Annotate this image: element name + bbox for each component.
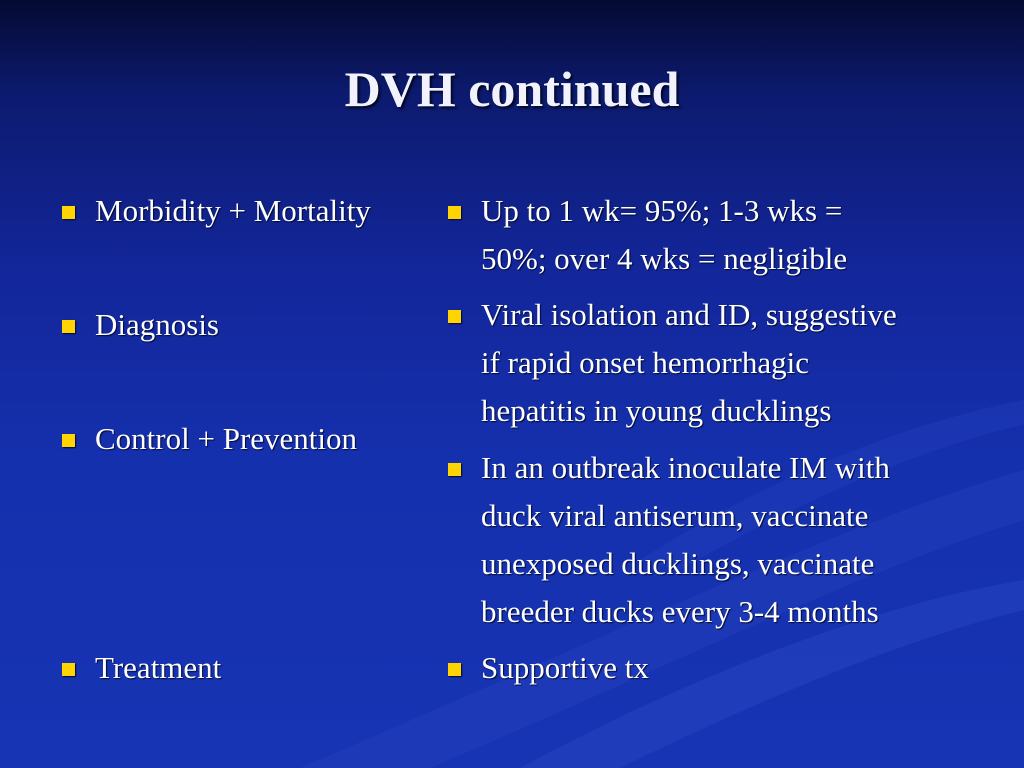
square-bullet-icon [62,320,75,333]
square-bullet-icon [62,434,75,447]
bullet-text: Control + Prevention [95,421,358,456]
square-bullet-icon [62,206,75,219]
bullet-text: Morbidity + Mortality [95,193,371,228]
bullet-text: Diagnosis [95,307,219,342]
bullet-text: In an outbreak inoculate IM with duck viral antiserum, vaccinate unexposed ducklings, vaccinate breeder ducks every 3-4 months [481,450,890,629]
right-bullet-treatment-detail [448,644,1008,692]
square-bullet-icon [448,206,461,219]
square-bullet-icon [448,663,461,676]
bullet-text: Supportive tx [481,650,649,685]
left-bullet-morbidity [62,187,452,235]
right-bullet-control-detail [448,444,1008,636]
square-bullet-icon [448,310,461,323]
right-bullet-diagnosis-detail [448,291,1008,435]
square-bullet-icon [448,463,461,476]
left-bullet-diagnosis [62,301,452,349]
bullet-text: Viral isolation and ID, suggestive if rapid onset hemorrhagic hepatitis in young ducklings [481,297,897,428]
left-bullet-treatment [62,644,452,692]
bullet-text: Treatment [95,650,222,685]
square-bullet-icon [62,663,75,676]
slide-title: DVH continued [344,61,680,117]
left-bullet-control [62,415,452,463]
bullet-text: Up to 1 wk= 95%; 1-3 wks = 50%; over 4 wks = negligible [481,193,848,276]
right-bullet-morbidity-detail [448,187,1008,283]
